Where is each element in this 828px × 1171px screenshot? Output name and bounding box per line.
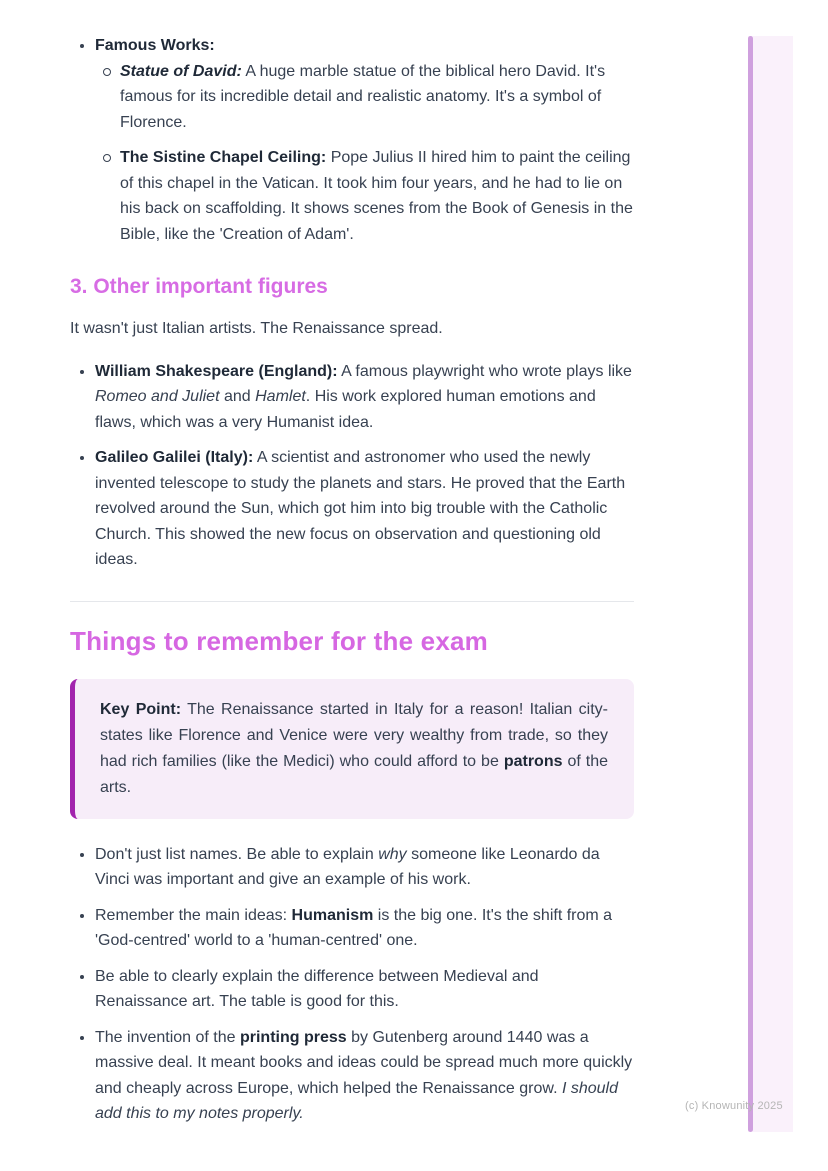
key-point-callout [70,679,634,819]
figure-text: A famous playwright who wrote plays like [337,362,632,380]
figure-text: and [219,388,256,405]
tip-text: someone like Leonardo da Vinci was important and give an example of his work. [95,845,600,888]
key-point-text [100,697,608,801]
watermark: (c) Knowunity 2025 [685,1100,783,1112]
list-item [95,359,634,436]
tip-italic: I should add this to my notes properly. [95,1079,618,1122]
list-item [95,903,634,954]
list-item [95,33,634,247]
tip-bold: printing press [239,1028,347,1046]
famous-works-sublist [95,59,634,248]
figure-text: . His work explored human emotions and flaws, which was a very Humanist idea. [95,388,596,431]
figures-list [70,359,634,573]
key-point-body: of the arts. [100,752,608,796]
section-heading-other-figures: 3. Other important figures [70,275,328,298]
tip-text: The invention of the [95,1028,240,1046]
tip-text: Don't just list names. Be able to explain [95,845,379,863]
famous-works-list [70,33,634,247]
exam-heading: Things to remember for the exam [70,625,488,656]
key-point-label: Key Point: [100,700,182,718]
work-title-italic: Romeo and Juliet [95,388,220,405]
section-divider [70,601,634,602]
exam-tips-list [70,842,634,1127]
document-content [70,0,634,1127]
figure-text: A scientist and astronomer who used the newly invented telescope to study the planets and stars. He proved that the Earth revolved around the Sun, which got him into big trouble with the Catholic Church. This showed the new focus on observation and questioning old ideas. [95,449,626,568]
work-description: Pope Julius II hired him to paint the ceiling of this chapel in the Vatican. It took him four years, and he had to lie on his back on scaffolding. It shows scenes from the Book of Genesis in the Bible, like the 'Creation of Adam'. [120,149,633,243]
list-item [120,145,634,247]
tip-text: Remember the main ideas: [95,906,292,924]
list-item [120,59,634,136]
page-edge-line [748,36,753,1132]
figure-name: William Shakespeare (England): [95,362,338,380]
work-description: A huge marble statue of the biblical hero David. It's famous for its incredible detail and realistic anatomy. It's a symbol of Florence. [120,62,606,131]
tip-text: by Gutenberg around 1440 was a massive deal. It meant books and ideas could be spread much more quickly and cheaply across Europe, which helped the Renaissance grow. [95,1028,633,1097]
tip-text: is the big one. It's the shift from a 'God-centred' world to a 'human-centred' one. [95,906,613,949]
key-point-body: The Renaissance started in Italy for a reason! Italian city-states like Florence and Venice were very wealthy from trade, so they had rich families (like the Medici) who could afford to be [100,700,608,770]
list-item [95,1025,634,1127]
list-item [95,842,634,893]
list-item [95,964,634,1015]
figure-name: Galileo Galilei (Italy): [95,449,254,466]
key-point-bold: patrons [503,752,563,770]
page-edge-highlight [748,36,793,1132]
work-title: Statue of David: [120,62,242,80]
list-item [95,445,634,573]
tip-italic: why [378,845,407,863]
section-intro: It wasn't just Italian artists. The Renaissance spread. [70,320,443,337]
tip-bold: Humanism [291,906,374,924]
tip-text: Be able to clearly explain the difference between Medieval and Renaissance art. The table is good for this. [95,967,539,1010]
famous-works-label: Famous Works: [95,37,215,54]
work-title-italic: Hamlet [255,388,306,405]
work-title: The Sistine Chapel Ceiling: [120,149,327,166]
